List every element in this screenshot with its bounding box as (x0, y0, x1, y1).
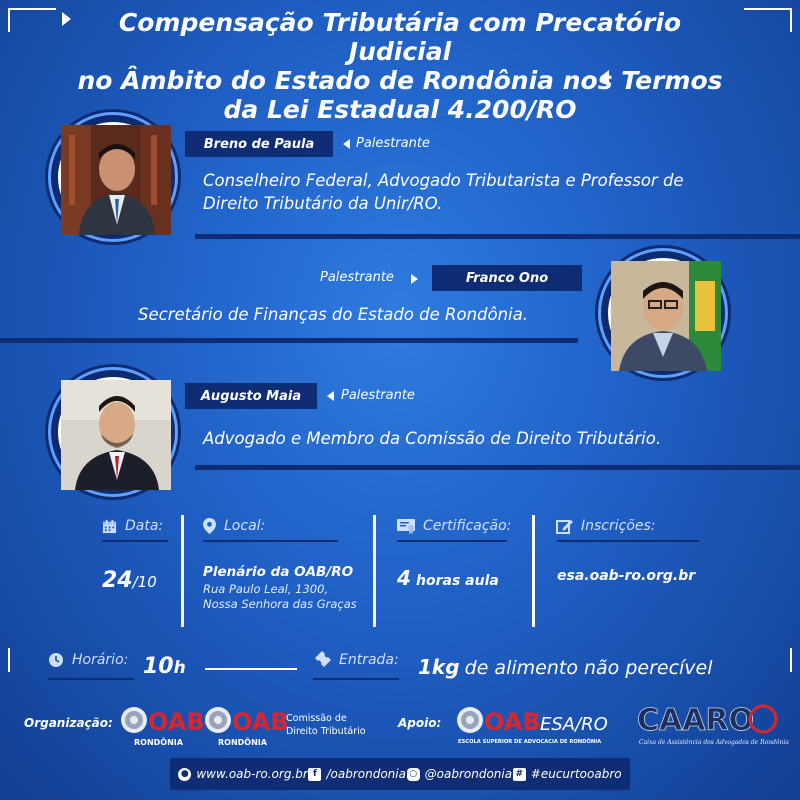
info-registration-website[interactable]: esa.oab-ro.org.br (557, 568, 696, 584)
oab-rondonia-logo-1 (120, 703, 205, 747)
speaker-1-name-tag (185, 131, 333, 157)
speaker-2-name-tag (432, 265, 582, 291)
ticket-icon (313, 651, 331, 669)
frame-top-right-vertical (790, 8, 792, 32)
info-date-label: Data: (125, 518, 164, 534)
info-location-address-1: Rua Paulo Leal, 1300, (203, 582, 329, 596)
title-line-1: Compensação Tributária com Precatório Judicial (118, 8, 682, 66)
speaker-3-name: Augusto Maia (200, 388, 302, 404)
oab-rondonia-logo-2 (204, 703, 289, 747)
clock-icon (48, 652, 64, 668)
edit-icon (557, 519, 573, 534)
info-registration-header (557, 518, 707, 534)
oab-logo-1-letters: OAB (148, 708, 205, 736)
footer-facebook[interactable] (308, 767, 406, 781)
speaker-2-description (138, 303, 528, 326)
schedule-time-line (205, 668, 297, 670)
schedule-time-label: Horário: (72, 652, 129, 668)
schedule-entry-label: Entrada: (339, 652, 399, 668)
speaker-1-role: Palestrante (356, 136, 430, 151)
speaker-2-separator (0, 338, 578, 343)
speaker-2-portrait (611, 261, 721, 371)
info-certification-header (397, 518, 517, 534)
caaro-logo (635, 702, 789, 748)
certificate-icon (397, 519, 415, 534)
map-pin-icon (203, 518, 216, 534)
speaker-1-description-line-2: Direito Tributário da Unir/RO. (203, 194, 443, 213)
frame-bottom-right-vertical (790, 648, 792, 672)
info-location (203, 518, 363, 628)
speaker-1-portrait (61, 125, 171, 235)
caaro-logo-subtitle: Caixa de Assistência dos Advogados de Rondônia (639, 739, 789, 746)
info-certification (397, 518, 517, 628)
info-location-label: Local: (224, 518, 266, 534)
info-location-underline (203, 540, 338, 542)
info-date-value (102, 568, 168, 593)
globe-icon: ● (178, 768, 191, 781)
frame-top-left-line (8, 8, 56, 10)
schedule-time-underline (48, 678, 134, 680)
oab-logo-icon (120, 703, 205, 747)
frame-bottom-left-vertical (8, 648, 10, 672)
info-location-address-2: Nossa Senhora das Graças (203, 597, 357, 611)
speaker-2-role-arrow (411, 274, 418, 284)
facebook-icon: f (308, 768, 321, 781)
schedule-entry (313, 651, 399, 669)
schedule-time-unit: h (173, 658, 186, 678)
footer-website-text: www.oab-ro.org.br (196, 767, 308, 781)
info-registration-underline (557, 540, 699, 542)
schedule-entry-text: de alimento não perecível (464, 657, 713, 679)
commission-line-2: Direito Tributário (286, 726, 366, 737)
esa-logo-subtitle: ESCOLA SUPERIOR DE ADVOCACIA DE RONDÔNIA (458, 739, 602, 745)
speaker-2-role: Palestrante (320, 270, 394, 285)
speaker-1-role-arrow (343, 139, 350, 149)
info-certification-label: Certificação: (423, 518, 512, 534)
footer-instagram[interactable] (407, 767, 512, 781)
commission-label (286, 712, 366, 738)
schedule-time-number: 10 (143, 654, 174, 679)
instagram-icon: ○ (407, 768, 420, 781)
oab-logo-2-letters: OAB (232, 708, 289, 736)
esa-logo (456, 703, 621, 747)
hashtag-icon: # (513, 768, 526, 781)
footer-bar (170, 758, 630, 790)
calendar-icon (102, 519, 117, 534)
footer-hashtag-text: #eucurtooabro (530, 767, 622, 781)
title-line-2: no Âmbito do Estado de Rondônia nos Termos (77, 66, 723, 95)
speaker-2-description-line-1: Secretário de Finanças do Estado de Rondônia. (138, 305, 528, 324)
footer-hashtag[interactable] (513, 767, 622, 781)
speaker-3-name-tag (185, 383, 317, 409)
caaro-logo-letters: CAARO (637, 703, 755, 738)
speaker-2-photo (608, 258, 718, 368)
info-divider-3 (532, 515, 535, 627)
info-location-place: Plenário da OAB/RO (203, 564, 354, 580)
speaker-3-portrait (61, 380, 171, 490)
info-date (102, 518, 168, 628)
frame-top-right-line (744, 8, 792, 10)
speaker-3-role: Palestrante (341, 388, 415, 403)
title-line-3: da Lei Estadual 4.200/RO (223, 95, 577, 124)
speaker-1-description (203, 169, 684, 215)
speaker-1-separator (195, 234, 800, 239)
speaker-1-photo (58, 122, 168, 232)
info-date-day: 24 (102, 568, 133, 593)
commission-line-1: Comissão de (286, 713, 347, 724)
schedule-entry-underline (313, 678, 399, 680)
speaker-3-role-arrow (327, 391, 334, 401)
schedule-time (48, 652, 128, 668)
info-divider-1 (181, 515, 184, 627)
schedule-entry-value (418, 655, 713, 679)
info-date-underline (102, 540, 168, 542)
info-date-header (102, 518, 168, 534)
info-date-month: /10 (132, 573, 157, 591)
esa-logo-suffix: ESA/RO (540, 714, 608, 735)
speaker-3-photo (58, 377, 168, 487)
speaker-3-description-line-1: Advogado e Membro da Comissão de Direito Tributário. (203, 429, 662, 448)
info-registration-label: Inscrições: (581, 518, 656, 534)
speaker-3-description (203, 427, 661, 450)
oab-logo-2-icon (204, 703, 289, 747)
footer-instagram-text: @oabrondonia (424, 767, 513, 781)
schedule-time-value (143, 654, 186, 679)
info-certification-underline (397, 540, 507, 542)
info-certification-hours-text: horas aula (416, 573, 499, 589)
speaker-2-name: Franco Ono (465, 270, 549, 286)
esa-logo-letters: OAB (484, 708, 541, 736)
speaker-1-description-line-1: Conselheiro Federal, Advogado Tributarista e Professor de (203, 171, 684, 190)
footer-facebook-text: /oabrondonia (326, 767, 406, 781)
esa-logo-icon (456, 703, 621, 747)
support-label: Apoio: (398, 716, 442, 730)
info-certification-value (397, 566, 517, 590)
info-certification-hours: 4 (397, 566, 411, 590)
info-divider-2 (373, 515, 376, 627)
event-title (70, 8, 730, 124)
info-registration (557, 518, 707, 628)
speaker-3-separator (195, 465, 800, 470)
caaro-logo-icon (635, 702, 789, 748)
oab-logo-2-subtitle: RONDÔNIA (218, 738, 267, 747)
speaker-1-name: Breno de Paula (203, 136, 315, 152)
info-location-header (203, 518, 363, 534)
oab-logo-1-subtitle: RONDÔNIA (134, 738, 183, 747)
frame-top-left-vertical (8, 8, 10, 32)
organization-label: Organização: (24, 716, 113, 730)
schedule-entry-amount: 1kg (418, 655, 460, 679)
footer-website[interactable] (178, 767, 307, 781)
